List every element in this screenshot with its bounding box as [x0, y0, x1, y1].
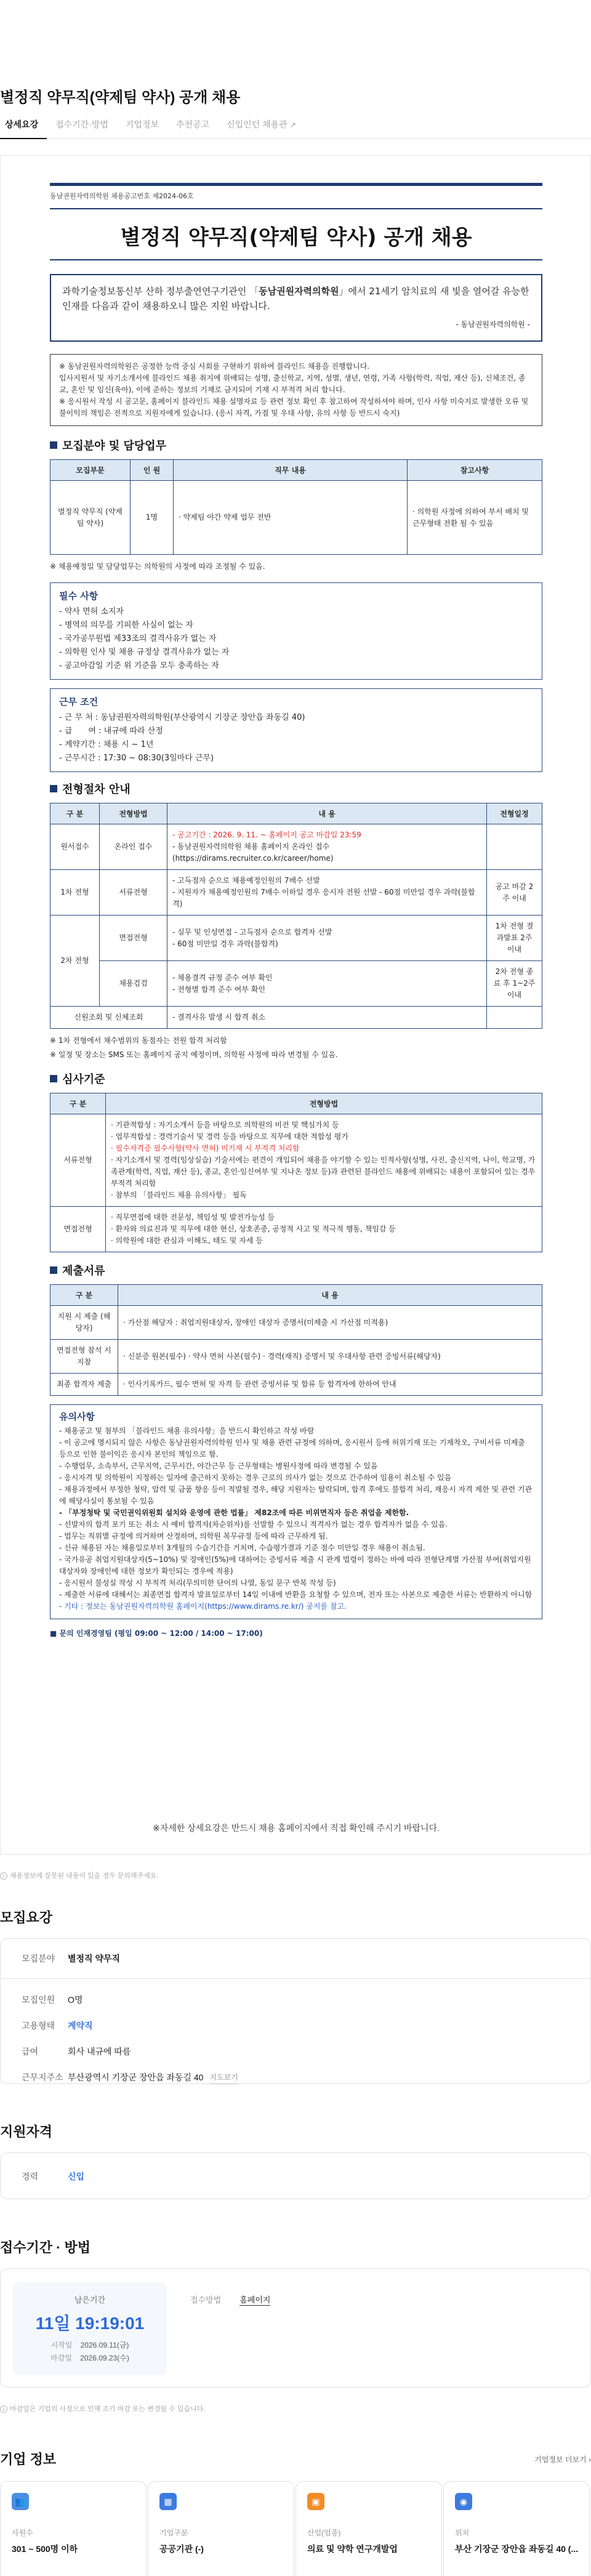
requirement-line: - 국가공무원법 제33조의 결격사유가 없는 자: [59, 634, 217, 643]
note-line: - 「부정청탁 및 국민권익위원회 설치와 운영에 관한 법률」 제82조에 따른 비위면직자 등은 취업을 제한함.: [59, 1508, 409, 1517]
posting-meta: 동남권원자력의학원 채용공고번호 제2024-06호: [50, 192, 194, 200]
summary-label: 급여: [22, 2047, 39, 2056]
note-line: - 응시자격 및 의학원이 지정하는 일자에 출근하지 못하는 경우 근로의 의사가 없는 것으로 간주하여 임용이 취소될 수 있음: [59, 1473, 452, 1482]
report-disclaimer[interactable]: [0, 1870, 158, 1880]
section-heading-recruit: 모집분야 및 담당업무: [50, 437, 542, 453]
tab-intern-hall[interactable]: [218, 116, 305, 139]
table-cell: 면접전형: [50, 1207, 106, 1252]
intro-text-post: 」에서 21세기 암치료의 새 빛을 열어갈 유능한 인재를 다음과 같이 채용하오니 많은 지원 바랍니다.: [62, 286, 529, 312]
posting-caption: ※자세한 상세요강은 반드시 채용 홈페이지에서 직접 확인해 주시기 바랍니다.: [153, 1823, 440, 1833]
qualify-card: [0, 2152, 591, 2199]
start-value: 2026.09.11(금): [80, 2341, 129, 2349]
employment-type-link[interactable]: 계약직: [68, 2021, 93, 2031]
summary-value: O명: [68, 1995, 83, 2005]
process-note: ※ 일정 및 장소는 SMS 또는 홈페이지 공지 예정이며, 의학원 사정에 따라 변경될 수 있음.: [50, 1050, 338, 1059]
info-icon: i: [0, 1872, 7, 1880]
summary-row: [22, 2045, 569, 2058]
posting-title: 별정직 약무직(약제팀 약사) 공개 채용: [50, 208, 542, 260]
cell-line: - 지원자가 채용예정인원의 7배수 이하일 경우 응시자 전원 선발 - 60점 미만일 경우 과락(불합격): [172, 888, 475, 908]
note-line: - 채용공고 및 첨부의 「블라인드 채용 유의사항」을 반드시 확인하고 작성 바람: [59, 1427, 315, 1435]
note-line: - 제출한 서류에 대해서는 최종면접 합격자 발표일로부터 14일 이내에 반환을 요청할 수 있으며, 전자 또는 사본으로 제출한 서류는 반환하지 아니함: [59, 1590, 533, 1599]
summary-label: 근무지주소: [22, 2072, 63, 2082]
cell-line: · 기관적합성 : 자기소개서 등을 바탕으로 의학원의 비전 및 핵심가치 등: [111, 1121, 339, 1129]
table-header: 전형방법: [106, 1093, 542, 1114]
table-cell: 2차 전형 종료 후 1~2주 이내: [487, 961, 542, 1007]
table-cell: 1차 전형: [50, 870, 100, 916]
note-line: - 이 공고에 명시되지 않은 사항은 동남권원자력의학원 인사 및 채용 관련 규정에 의하며, 응시원서 등에 허위기재 또는 기재착오, 구비서류 미제출 등으로 인한 불이익은 응시자 본인의 책임으로 함.: [59, 1438, 525, 1459]
start-label: 시작일: [50, 2341, 73, 2349]
company-card-label: 사원수: [12, 2529, 33, 2537]
company-cards: [0, 2481, 591, 2576]
briefcase-icon: ▣: [307, 2493, 324, 2510]
apply-card: [0, 2268, 591, 2388]
summary-field-header: [0, 1938, 591, 1979]
summary-field-label: 모집분야: [22, 1954, 55, 1963]
table-cell: 2차 전형: [50, 916, 100, 1007]
table-cell: · 신분증 원본(필수) · 약사 면허 사본(필수) · 경력(재직) 증명서 및 우대사항 관련 증빙서류(해당자): [118, 1340, 542, 1374]
building-icon: ▦: [159, 2493, 177, 2510]
table-cell: [487, 1007, 542, 1029]
company-card-industry: [296, 2481, 442, 2576]
summary-label: 모집인원: [22, 1995, 55, 2005]
cell-line: · 참부의 「블라인드 채용 유의사항」 필독: [111, 1191, 247, 1199]
table-cell: [167, 824, 487, 870]
condition-line: - 계약기간 : 채용 시 ~ 1년: [59, 740, 154, 749]
condition-line: - 근 무 처 : 동남권원자력의학원(부산광역시 기장군 장안읍 좌동길 40): [59, 713, 305, 722]
cell-line: - 실무 및 인성면접 - 고득점자 순으로 합격자 선발: [172, 927, 332, 936]
cell-line: - 고득점자 순으로 채용예정인원의 7배수 선발: [172, 876, 320, 885]
table-cell: 면접전형 참석 시 지참: [50, 1340, 118, 1374]
notice-line: 입사지원서 및 자기소개서에 블라인드 채용 취지에 위배되는 성명, 출신학교, 지역, 성별, 생년, 연령, 가족 사항(학력, 직업, 재산 등), 신체조건, 종교, 혼인 및 임신(육아), 이에 준하는 정보의 기재로 금지되어 기재 시 부적격 처리 합니다.: [59, 374, 526, 394]
company-more-text: 기업정보 더보기: [534, 2455, 587, 2464]
table-cell: 최종 합격자 제출: [50, 1374, 118, 1396]
table-cell: 별정직 약무직 (약제팀 약사): [50, 481, 131, 555]
blind-notice: [50, 354, 542, 426]
table-header: 내 용: [167, 803, 487, 824]
method-link[interactable]: 홈페이지: [239, 2293, 270, 2306]
note-line: - 수행업무, 소속부서, 근무지역, 근무시간, 야간근무 등 근무형태는 병원사정에 따라 변경될 수 있음: [59, 1462, 378, 1470]
table-header: 구 분: [50, 803, 100, 824]
intro-text-pre: 과학기술정보통신부 산하 정부출연연구기관인 「: [62, 286, 259, 297]
recruit-table: [50, 459, 542, 555]
table-cell: · 가산점 해당자 : 취업지원대상자, 장애인 대상자 증명서(미제출 시 가산점 미적용): [118, 1306, 542, 1340]
detail-tabs: [0, 116, 591, 139]
apply-note: [0, 2404, 205, 2413]
table-cell: 1명: [131, 481, 174, 555]
table-cell: [167, 870, 487, 916]
posting-intro: [50, 274, 542, 342]
table-cell: 1차 전형 결과발표 2주 이내: [487, 916, 542, 961]
cell-line: · 환자와 의료진과 및 직무에 대한 현신, 상호존중, 공정적 사고 및 적극적 행동, 책임감 등: [111, 1225, 396, 1233]
remaining-time: 11일 19:19:01: [35, 2314, 145, 2333]
table-cell: [167, 916, 487, 961]
requirement-line: - 의학원 인사 및 채용 규정상 결격사유가 없는 자: [59, 648, 230, 657]
intro-sign: - 동남권원자력의학원 -: [456, 320, 530, 329]
cell-line: · 의학원에 대한 관심과 이해도, 태도 및 자세 등: [111, 1236, 263, 1245]
start-row: [13, 2340, 167, 2350]
work-conditions-box: [50, 688, 542, 772]
section-heading-documents: 제출서류: [50, 1262, 542, 1278]
report-disclaimer-text: 채용정보에 잘못된 내용이 있을 경우 문의해주세요.: [10, 1872, 159, 1880]
summary-title: 모집요강: [0, 1910, 53, 1925]
company-card-location: [443, 2481, 590, 2576]
requirements-title: 필수 사항: [59, 590, 98, 602]
note-line: - 기타 : 정보는 동남권원자력의학원 홈페이지(https://www.dirams.re.kr/) 공지를 참고.: [59, 1602, 347, 1611]
cell-line: - 전형별 합격 준수 여부 확인: [172, 984, 265, 994]
company-card-label: 기업구분: [159, 2529, 188, 2537]
notes-title: 유의사항: [59, 1411, 95, 1422]
company-card-value: 공공기관 (-): [159, 2544, 204, 2554]
table-header: 직무 내용: [174, 460, 408, 481]
method-label: 접수방법: [190, 2295, 222, 2304]
page-title: 별정직 약무직(약제팀 약사) 공개 채용: [0, 89, 241, 106]
tab-company-info[interactable]: 기업정보: [125, 119, 159, 129]
end-value: 2026.09.23(수): [80, 2354, 129, 2362]
table-cell: - 결격사유 발생 시 합격 취소: [167, 1007, 487, 1029]
qualify-value[interactable]: 신입: [68, 2171, 85, 2181]
table-cell: 원서접수: [50, 824, 100, 870]
company-card-label: 산업(업종): [307, 2529, 341, 2537]
company-card-value: 부산 기장군 장안읍 좌동길 40 (...: [455, 2544, 578, 2554]
table-header: 참고사항: [408, 460, 542, 481]
section-heading-evaluation: 심사기준: [50, 1071, 542, 1087]
table-header: 전형일정: [487, 803, 542, 824]
qualify-row: [22, 2170, 569, 2183]
table-header: 전형방법: [100, 803, 167, 824]
process-note: ※ 1차 전형에서 채수범위의 동점자는 전원 합격 처리함: [50, 1036, 227, 1045]
cell-line: - 공고기간 : 2026. 9. 11. ~ 홈페이지 공고 마감일 23:59: [172, 831, 361, 839]
table-header: 내 용: [118, 1285, 542, 1306]
cell-line: · 직무면접에 대한 전문성, 책임성 및 발전가능성 등: [111, 1213, 275, 1222]
cell-line: · 필수자격증 필수사항(약사 면허) 미기재 시 부적격 처리함: [111, 1144, 300, 1153]
cell-line: - 동남권원자력의학원 채용 홈페이지 온라인 접수 (https://dirams.recruiter.co.kr/career/home): [172, 842, 334, 863]
tab-apply-period[interactable]: 접수기간·방법: [55, 119, 108, 129]
table-cell: · 약제팀 야간 약제 업무 전반: [174, 481, 408, 555]
contact-line: ■ 문의 인재경영팀 (평일 09:00 ~ 12:00 / 14:00 ~ 17:00): [50, 1629, 263, 1638]
table-cell: 지원 시 제출 (해당자): [50, 1306, 118, 1340]
company-card-value: 301 ~ 500명 이하: [12, 2544, 78, 2554]
condition-line: - 급 여 : 내규에 따라 산정: [59, 727, 163, 736]
table-cell: 서류전형: [100, 870, 167, 916]
note-line: - 국가유공 취업지원대상자(5~10%) 및 장애인(5%)에 대하여는 증빙서류 제출 시 관계 법령이 정하는 바에 따라 전형단계별 가산점 부여(취업지원 대상자와 장애인에 대한 정보가 확인되는 경우에 적용): [59, 1555, 531, 1576]
summary-row: [22, 2019, 569, 2032]
summary-row: [22, 2071, 569, 2084]
requirement-line: - 병역의 의무를 기피한 사실이 없는 자: [59, 621, 193, 630]
deadline-box: [13, 2282, 167, 2375]
external-link-icon: ↗: [289, 121, 296, 129]
apply-note-text: 마감일은 기업의 사정으로 인해 조기 마감 또는 변경될 수 있습니다.: [10, 2405, 206, 2413]
note-line: - 신규 채용된 자는 채용일로부터 3개월의 수습기간을 거치며, 수습평가결과 기준 점수 미만일 경우 채용이 취소됨.: [59, 1544, 425, 1552]
table-note: ※ 채용예정일 및 담당업무는 의학원의 사정에 따라 조정될 수 있음.: [50, 562, 265, 571]
documents-table: [50, 1284, 542, 1396]
note-line: - 응시원서 불성실 작성 시 부적격 처리(무의미한 단어의 나열, 동일 문구 반복 작성 등): [59, 1579, 336, 1587]
table-cell: 공고 마감 2주 이내: [487, 870, 542, 916]
table-cell: · 의학원 사정에 의하여 부서 배치 및 근무형태 전환 될 수 있음: [408, 481, 542, 555]
table-cell: 면접전형: [100, 916, 167, 961]
note-line: - 선발자의 합격 포기 또는 취소 시 예비 합격자(차순위자)를 선발할 수 있으니 적격자가 없는 경우 합격자가 없을 수 있음.: [59, 1520, 448, 1529]
table-header: 구 분: [50, 1285, 118, 1306]
summary-value: 부산광역시 기장군 장안읍 좌동길 40: [68, 2072, 204, 2082]
table-cell: 온라인 접수: [100, 824, 167, 870]
job-posting-image: [0, 155, 591, 1854]
summary-field-value: 별정직 약무직: [68, 1954, 121, 1963]
evaluation-table: [50, 1093, 542, 1252]
section-heading-process: 전형절차 안내: [50, 781, 542, 797]
company-title: 기업 정보: [0, 2452, 57, 2467]
tab-intern-hall-label: 신입인턴 채용관: [227, 119, 287, 129]
method-row: [190, 2293, 270, 2306]
summary-card: [0, 1978, 591, 2084]
company-card-label: 위치: [455, 2529, 470, 2537]
table-cell: [167, 961, 487, 1007]
intro-org: 동남권원자력의학원: [259, 286, 339, 297]
company-card-value: 의료 및 약학 연구개발업: [307, 2544, 398, 2554]
tab-detail[interactable]: 상세요강: [0, 116, 47, 139]
table-header: 구 분: [50, 1093, 106, 1114]
table-cell: 채용검검: [100, 961, 167, 1007]
apply-title: 접수기간 · 방법: [0, 2240, 91, 2255]
summary-field-row: [1, 1939, 590, 1965]
info-icon: i: [0, 2405, 7, 2413]
company-card-employees: [0, 2481, 147, 2576]
process-table: [50, 803, 542, 1029]
table-cell: [487, 824, 542, 870]
cell-line: - 60점 미만일 경우 과락(불합격): [172, 939, 278, 948]
condition-line: - 근무시간 : 17:30 ~ 08:30(3일마다 근무): [59, 754, 214, 763]
notice-line: ※ 응시원서 작성 시 공고문, 홈페이지 블라인드 채용 설명자료 등 관련 정보 확인 후 참고하여 작성하셔야 하며, 인사 사항 미숙지로 발생한 오류 및 불이익의 책임은 전적으로 지원자에게 있습니다. (응시 자격, 가점 및 우대 사항, 유의 사항 등 반드시 숙지): [59, 397, 529, 417]
table-cell: · 인사기록카드, 필수 면허 및 자격 등 관련 증빙서류 및 합류 등 합격자에 한하여 안내: [118, 1374, 542, 1396]
location-icon: ◉: [455, 2493, 472, 2510]
summary-row: [22, 1994, 569, 2006]
table-cell: [106, 1114, 542, 1207]
qualify-title: 지원자격: [0, 2124, 53, 2139]
table-header: 모집부문: [50, 460, 131, 481]
cell-line: · 업무적합성 : 경력기술서 및 경력 등을 바탕으로 직무에 대한 적합성 평가: [111, 1132, 348, 1141]
notes-box: [50, 1404, 542, 1619]
summary-value: 회사 내규에 따름: [68, 2047, 131, 2056]
people-icon: 👥: [12, 2493, 29, 2510]
cell-line: · 자기소개서 및 경력(임상실습) 기술서에는 편견이 개입되어 채용을 야기할 수 있는 인적사항(성명, 사진, 출신지역, 나이, 학교명, 가족관계(학력, 직업, 재산 등), 종교, 혼인·임신여부 및 지나온 정보 등)과 관련된 블라인드 채용에 위배되는 내용이 포함되어 있는 경우 부적격 처리함: [111, 1156, 536, 1188]
note-line: - 채용과정에서 부정한 청탁, 압력 및 금품 향응 등이 적발될 경우, 해당 지원자는 탈락되며, 합격 후에도 불합격 처리, 재응시 자격 제한 및 관련 기관에 해당사실이 통보될 수 있음: [59, 1485, 533, 1505]
summary-label: 고용형태: [22, 2021, 55, 2031]
conditions-title: 근무 조건: [59, 696, 98, 707]
note-line: - 법무는 직위별 규정에 의거하며 산정하며, 의학원 복무규정 등에 따라 근무하게 됨.: [59, 1532, 328, 1540]
end-row: [13, 2353, 167, 2363]
qualify-label: 경력: [22, 2171, 39, 2181]
requirement-line: - 공고마감일 기준 위 기준을 모두 충족하는 자: [59, 661, 219, 670]
notice-line: ※ 동남권원자력의학원은 공정한 능력 중심 사회를 구현하기 위하여 블라인드 채용을 진행합니다.: [59, 362, 370, 371]
chevron-right-icon: ›: [589, 2455, 591, 2464]
map-link[interactable]: 지도보기: [209, 2071, 238, 2084]
requirements-box: [50, 582, 542, 680]
table-cell: 신원조회 및 신체조회: [50, 1007, 167, 1029]
table-header: 인 원: [131, 460, 174, 481]
posting-document: [50, 183, 542, 1649]
company-card-type: [148, 2481, 294, 2576]
table-cell: 서류전형: [50, 1114, 106, 1207]
cell-line: - 채용결격 규정 준수 여부 확인: [172, 973, 273, 982]
company-more-link[interactable]: [534, 2454, 591, 2465]
table-cell: [106, 1207, 542, 1252]
end-label: 마감일: [50, 2354, 72, 2362]
tab-recommended[interactable]: 추천공고: [176, 119, 210, 129]
remaining-label: 남은기간: [74, 2295, 106, 2304]
requirement-line: - 약사 면허 소지자: [59, 607, 124, 616]
